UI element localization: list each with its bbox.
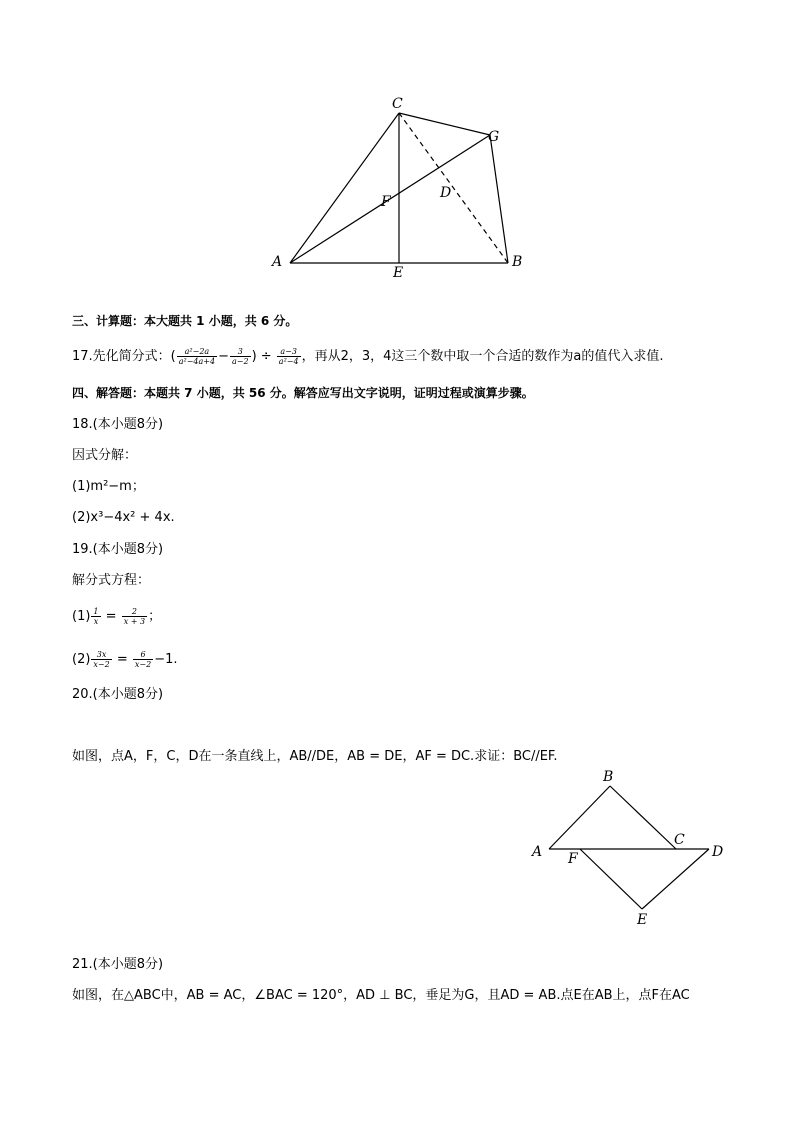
- segment-FE: [580, 849, 642, 909]
- q17-divide: ) ÷: [251, 349, 276, 364]
- label-F: F: [381, 194, 391, 210]
- geometry-figure-2: [526, 766, 736, 931]
- label-C: C: [674, 832, 685, 848]
- q19-p2-f2-numerator: 6: [133, 650, 153, 660]
- segment-AB: [549, 786, 610, 849]
- label-D: D: [440, 185, 452, 201]
- q19-p2-fraction-1: [91, 650, 111, 669]
- q17-f2-denominator: a−2: [232, 357, 249, 366]
- q21-statement: 如图，在△ABC中，AB = AC，∠BAC = 120°，AD ⊥ BC，垂足为G，且AD = AB.点E在AB上，点F在AC: [72, 988, 690, 1003]
- label-E: E: [393, 265, 404, 281]
- q19-p2-end: −1.: [154, 652, 178, 667]
- q17-f3-numerator: a−3: [277, 347, 301, 357]
- label-E: E: [637, 912, 648, 928]
- label-D: D: [712, 844, 724, 860]
- q20-statement: 如图，点A，F，C，D在一条直线上，AB//DE，AB = DE，AF = DC.求证：BC//EF.: [72, 749, 558, 764]
- q18-instruction: 因式分解：: [72, 448, 138, 463]
- label-B: B: [603, 769, 614, 785]
- segment-ED: [642, 849, 709, 909]
- q17-f1-denominator: a²−4a+4: [178, 357, 216, 366]
- q19-part-1: [72, 607, 161, 626]
- q19-p1-f2-denominator: x + 3: [123, 617, 146, 626]
- q18-part-1: (1)m²−m；: [72, 479, 145, 494]
- q19-p1-fraction-2: [122, 607, 147, 626]
- q19-p1-equals: =: [101, 609, 121, 624]
- q17-prefix: 17.先化简分式：(: [72, 349, 176, 364]
- q21-title: 21.(本小题8分): [72, 957, 164, 972]
- q17-fraction-2: [230, 347, 251, 366]
- q19-p2-fraction-2: [133, 650, 153, 669]
- segment-BC: [610, 786, 676, 849]
- q19-p1-end: ；: [148, 609, 162, 624]
- label-C: C: [392, 96, 403, 112]
- q19-p1-fraction-1: [91, 607, 100, 626]
- label-G: G: [488, 129, 500, 145]
- q19-p1-label: (1): [72, 609, 91, 624]
- q19-p2-f1-denominator: x−2: [93, 660, 110, 669]
- question-17: [72, 347, 664, 366]
- label-F: F: [568, 851, 578, 867]
- section-4-heading: 四、解答题：本题共 7 小题，共 56 分。解答应写出文字说明，证明过程或演算步骤。: [72, 386, 534, 400]
- q19-p2-f1-numerator: 3x: [91, 650, 111, 660]
- geometry-figure-1: [260, 88, 540, 288]
- q19-title: 19.(本小题8分): [72, 542, 164, 557]
- q19-p1-f2-numerator: 2: [122, 607, 147, 617]
- label-A: A: [272, 254, 283, 270]
- segment-GB: [490, 135, 508, 263]
- q19-p2-equals: =: [112, 652, 132, 667]
- section-3-heading: 三、计算题：本大题共 1 小题，共 6 分。: [72, 314, 298, 328]
- q17-minus: −: [218, 349, 229, 364]
- q17-f3-denominator: a²−4: [278, 357, 299, 366]
- q17-fraction-3: [277, 347, 301, 366]
- q19-instruction: 解分式方程：: [72, 573, 151, 588]
- label-B: B: [512, 254, 523, 270]
- segment-CG: [399, 113, 490, 135]
- q19-p1-f1-numerator: 1: [93, 607, 99, 616]
- q17-fraction-1: [177, 347, 217, 366]
- q18-title: 18.(本小题8分): [72, 417, 164, 432]
- q17-suffix: ，再从2，3，4这三个数中取一个合适的数作为a的值代入求值.: [301, 349, 664, 364]
- segment-AC: [290, 113, 399, 263]
- q18-part-2: (2)x³−4x² + 4x.: [72, 510, 175, 525]
- label-A: A: [532, 844, 543, 860]
- q19-part-2: [72, 650, 178, 669]
- q19-p2-f2-denominator: x−2: [134, 660, 152, 669]
- q17-f1-numerator: a²−2a: [177, 347, 217, 357]
- q19-p2-label: (2): [72, 652, 91, 667]
- q20-title: 20.(本小题8分): [72, 687, 164, 702]
- q17-f2-numerator: 3: [230, 347, 251, 357]
- q19-p1-f1-denominator: x: [93, 617, 99, 626]
